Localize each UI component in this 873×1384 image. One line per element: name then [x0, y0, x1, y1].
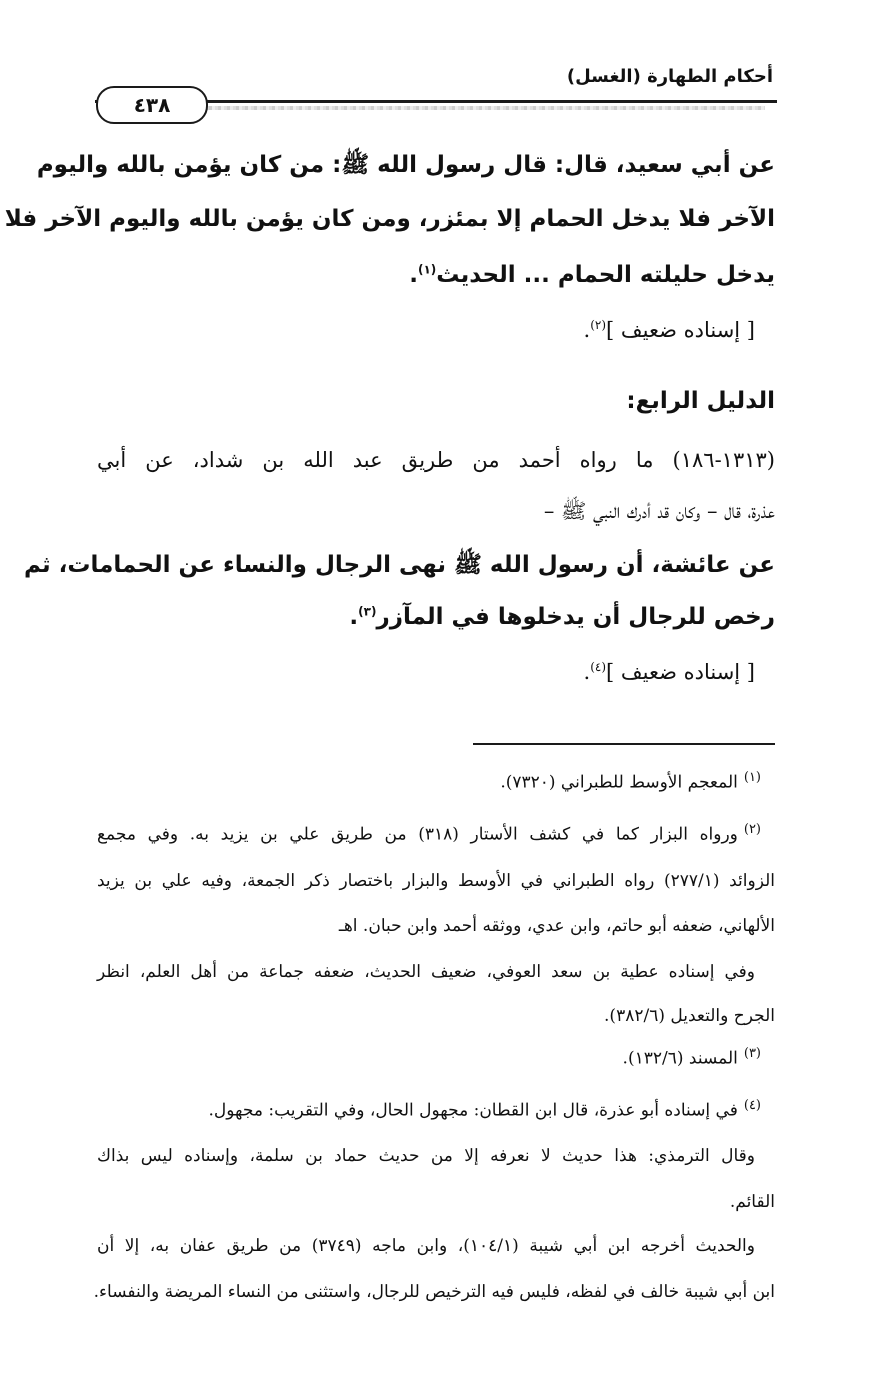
hadith2-line1: عن عائشة، أن رسول الله ﷺ نهى الرجال والنساء عن الحمامات، ثم — [23, 552, 775, 578]
page-number: ٤٣٨ — [96, 86, 208, 124]
section-heading: الدليل الرابع: — [626, 388, 775, 414]
footnote-ref-4: (٤) — [590, 660, 607, 674]
grading-text: [ إسناده ضعيف ] — [606, 660, 755, 684]
footnote-text: في إسناده أبو عذرة، قال ابن القطان: مجهول الحال، وفي التقريب: مجهول. — [208, 1100, 738, 1121]
footnote-2-line3: الألهاني، ضعفه أبو حاتم، وابن عدي، ووثقه أحمد وابن حبان. اهـ — [338, 916, 775, 936]
footnote-4-line2: وقال الترمذي: هذا حديث لا نعرفه إلا من حديث حماد بن سلمة، وإسناده ليس بذاك — [97, 1146, 755, 1166]
footnote-ref-3: (٣) — [358, 604, 377, 619]
chain-line1: (١٣١٣-١٨٦) ما رواه أحمد من طريق عبد الله بن شداد، عن أبي — [97, 448, 775, 472]
footnote-2-line2: الزوائد (٢٧٧/١) رواه الطبراني في الأوسط والبزار باختصار ذكر الجمعة، وفيه علي بن يزيد — [97, 871, 776, 891]
footnote-text: المعجم الأوسط للطبراني (٧٣٢٠). — [500, 772, 738, 793]
running-title: أحكام الطهارة (الغسل) — [566, 66, 773, 87]
header-rule-texture — [110, 106, 765, 110]
footnote-2-line5: الجرح والتعديل (٣٨٢/٦). — [604, 1006, 775, 1026]
footnote-mark: (٣) — [743, 1046, 761, 1061]
footnote-mark: (٢) — [743, 822, 761, 837]
hadith1-line3-end: . — [409, 262, 418, 288]
hadith2-grading — [584, 660, 755, 684]
grading-end: . — [583, 660, 591, 684]
footnote-mark: (١) — [743, 770, 761, 785]
hadith2-line2-end: . — [349, 604, 359, 630]
footnote-text: المسند (١٣٢/٦). — [622, 1048, 738, 1069]
hadith1-line3 — [409, 262, 775, 288]
hadith2-line2 — [349, 604, 775, 630]
chain-line2: عذرة، قال – وكان قد أدرك النبي ﷺ – — [543, 499, 775, 523]
footnote-mark: (٤) — [743, 1098, 761, 1113]
footnote-2-line4: وفي إسناده عطية بن سعد العوفي، ضعيف الحديث، ضعفه جماعة من أهل العلم، انظر — [97, 962, 755, 982]
footnote-4-line1 — [209, 1098, 762, 1121]
hadith2-line2-text: رخص للرجال أن يدخلوها في المآزر — [376, 604, 775, 630]
footnote-1 — [500, 770, 761, 793]
footnote-4-line4: والحديث أخرجه ابن أبي شيبة (١٠٤/١)، وابن ماجه (٣٧٤٩) من طريق عفان به، إلا أن — [97, 1236, 755, 1256]
footnote-text: ورواه البزار كما في كشف الأستار (٣١٨) من طريق علي بن يزيد به. وفي مجمع — [97, 824, 738, 845]
footnote-2-line1 — [97, 822, 761, 845]
footnote-ref-2: (٢) — [590, 318, 607, 332]
hadith1-line1: عن أبي سعيد، قال: قال رسول الله ﷺ: من كان يؤمن بالله واليوم — [36, 152, 775, 178]
hadith1-line2: الآخر فلا يدخل الحمام إلا بمئزر، ومن كان يؤمن بالله واليوم الآخر فلا — [4, 206, 775, 232]
hadith1-line3-text: يدخل حليلته الحمام ... الحديث — [436, 262, 775, 288]
grading-text: [ إسناده ضعيف ] — [606, 318, 755, 342]
footnote-separator — [473, 743, 775, 745]
footnote-4-line3: القائم. — [729, 1192, 775, 1212]
grading-end: . — [583, 318, 591, 342]
footnote-ref-1: (١) — [417, 262, 437, 277]
footnote-3 — [623, 1046, 761, 1069]
hadith1-grading — [584, 318, 755, 342]
footnote-4-line5: ابن أبي شيبة خالف في لفظه، فليس فيه الترخيص للرجال، واستثنى من النساء المريضة والنفساء. — [93, 1282, 775, 1302]
